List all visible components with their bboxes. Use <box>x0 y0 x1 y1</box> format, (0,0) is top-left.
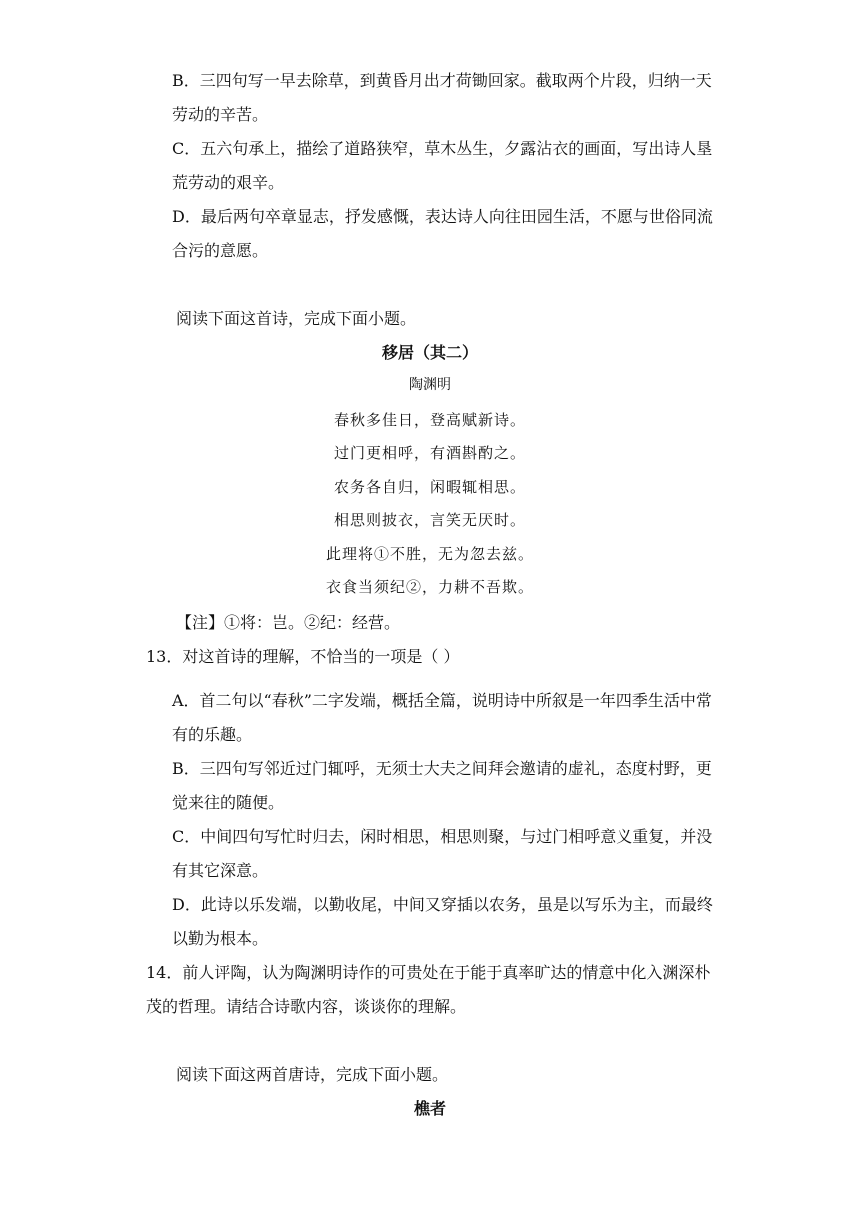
question-13-stem: 13．对这首诗的理解，不恰当的一项是（ ） <box>146 647 460 666</box>
poem-line: 相思则披衣，言笑无厌时。 <box>333 511 526 529</box>
q13-option-c: C．中间四句写忙时归去，闲时相思，相思则聚，与过门相呼意义重复，并没有其它深意。 <box>172 827 713 880</box>
section2-intro: 阅读下面这两首唐诗，完成下面小题。 <box>176 1065 449 1084</box>
poem-note: 【注】①将：岂。②纪：经营。 <box>176 613 401 632</box>
prev-option-b: B．三四句写一早去除草，到黄昏月出才荷锄回家。截取两个片段，归纳一天劳动的辛苦。 <box>172 71 712 124</box>
poem-line: 衣食当须纪②，力耕不吾欺。 <box>325 578 534 596</box>
q13-option-b: B．三四句写邻近过门辄呼，无须士大夫之间拜会邀请的虚礼，态度村野，更觉来往的随便。 <box>172 759 712 812</box>
poem-line: 农务各自归，闲暇辄相思。 <box>333 478 526 496</box>
poem-line: 过门更相呼，有酒斟酌之。 <box>333 444 526 462</box>
poem-line: 春秋多佳日，登高赋新诗。 <box>333 411 526 429</box>
poem-author: 陶渊明 <box>409 377 451 393</box>
poem-title: 移居（其二） <box>381 343 478 362</box>
question-14-stem: 14．前人评陶，认为陶渊明诗作的可贵处在于能于真率旷达的情意中化入渊深朴茂的哲理。请结合诗歌内容，谈谈你的理解。 <box>146 963 711 1016</box>
section1-intro: 阅读下面这首诗，完成下面小题。 <box>176 309 417 328</box>
prev-option-c: C．五六句承上，描绘了道路狭窄，草木丛生，夕露沾衣的画面，写出诗人垦荒劳动的艰辛。 <box>172 139 713 192</box>
q13-option-a: A．首二句以“春秋”二字发端，概括全篇，说明诗中所叙是一年四季生活中常有的乐趣。 <box>172 691 712 744</box>
prev-option-d: D．最后两句卒章显志，抒发感慨，表达诗人向往田园生活，不愿与世俗同流合污的意愿。 <box>172 207 713 260</box>
poem-line: 此理将①不胜，无为忽去兹。 <box>325 545 534 563</box>
poem2-title: 樵者 <box>413 1099 446 1118</box>
q13-option-d: D．此诗以乐发端，以勤收尾，中间又穿插以农务，虽是以写乐为主，而最终以勤为根本。 <box>172 895 713 948</box>
